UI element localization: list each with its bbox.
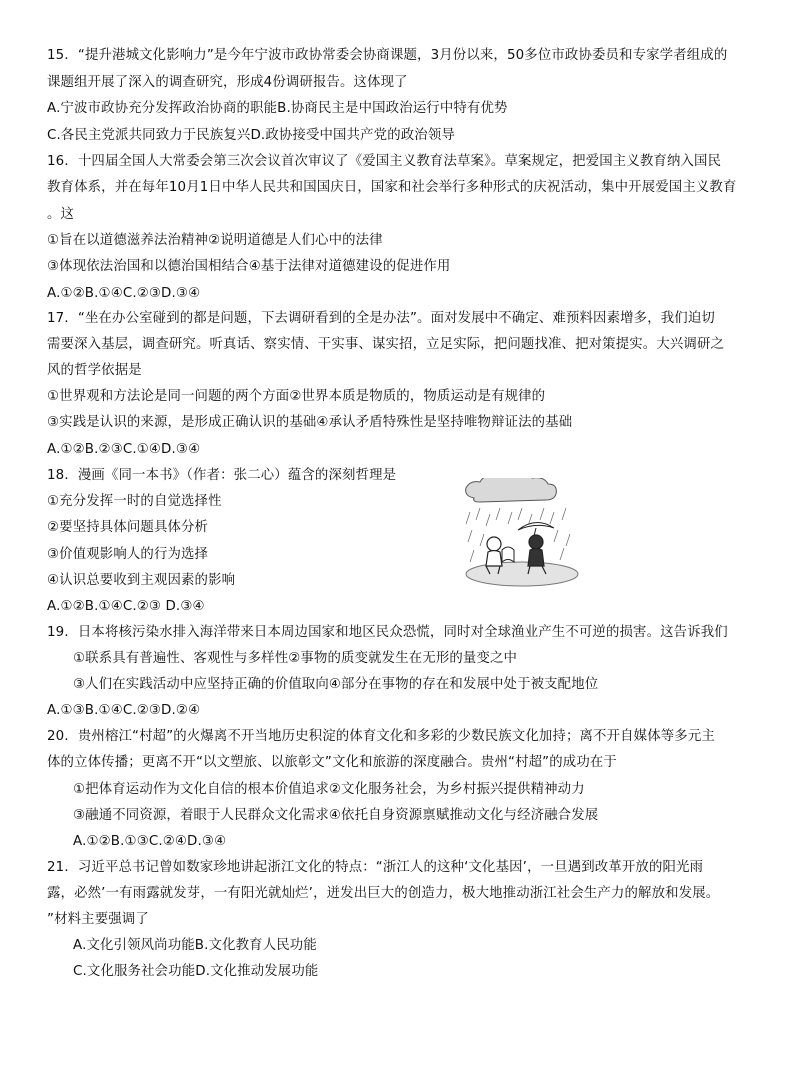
q21-stem-line1: 21．习近平总书记曾如数家珍地讲起浙江文化的特点：“浙江人的这种‘文化基因’，一旦遇到改革开放的阳光雨 <box>47 860 704 875</box>
q20-stem-line2: 体的立体传播；更离不开“以文塑旅、以旅彰文”文化和旅游的深度融合。贵州“村超”的成功在于 <box>47 755 617 770</box>
q16-options: A.①②B.①④C.②③D.③④ <box>47 286 201 301</box>
q21-option-cd: C.文化服务社会功能D.文化推动发展功能 <box>73 964 319 979</box>
q17-stem-line3: 风的哲学依据是 <box>47 363 142 378</box>
q21-option-ab: A.文化引领风尚功能B.文化教育人民功能 <box>73 938 317 953</box>
q21-stem-line2: 露，必然’一有雨露就发芽，一有阳光就灿烂’，迸发出巨大的创造力，极大地推动浙江社会生产力的解放和发展。 <box>47 886 720 901</box>
q19-item-12: ①联系具有普遍性、客观性与多样性②事物的质变就发生在无形的量变之中 <box>73 651 518 666</box>
q18-stem: 18．漫画《同一本书》（作者：张二心）蕴含的深刻哲理是 <box>47 468 397 483</box>
q15-stem-line1: 15．“提升港城文化影响力”是今年宁波市政协常委会协商课题，3月份以来，50多位市政协委员和专家学者组成的 <box>47 48 728 63</box>
q17-stem-line1: 17．“坐在办公室碰到的都是问题，下去调研看到的全是办法”。面对发展中不确定、难预料因素增多，我们迫切 <box>47 311 715 326</box>
q16-item-12: ①旨在以道德滋养法治精神②说明道德是人们心中的法律 <box>47 233 383 248</box>
q18-options: A.①②B.①④C.②③ D.③④ <box>47 599 205 614</box>
q20-item-12: ①把体育运动作为文化自信的根本价值追求②文化服务社会，为乡村振兴提供精神动力 <box>73 782 585 797</box>
q17-item-34: ③实践是认识的来源，是形成正确认识的基础④承认矛盾特殊性是坚持唯物辩证法的基础 <box>47 415 573 430</box>
q15-option-ab: A.宁波市政协充分发挥政治协商的职能B.协商民主是中国政治运行中特有优势 <box>47 101 508 116</box>
q18-item-3: ③价值观影响人的行为选择 <box>47 547 209 562</box>
q20-stem-line1: 20．贵州榕江“村超”的火爆离不开当地历史积淀的体育文化和多彩的少数民族文化加持；离不开自媒体等多元主 <box>47 729 715 744</box>
q16-stem-line1: 16．十四届全国人大常委会第三次会议首次审议了《爱国主义教育法草案》。草案规定，把爱国主义教育纳入国民 <box>47 154 722 169</box>
q20-item-34: ③融通不同资源，着眼于人民群众文化需求④依托自身资源禀赋推动文化与经济融合发展 <box>73 808 599 823</box>
q16-item-34: ③体现依法治国和以德治国相结合④基于法律对道德建设的促进作用 <box>47 259 451 274</box>
q18-item-4: ④认识总要收到主观因素的影响 <box>47 573 236 588</box>
q15-option-cd: C.各民主党派共同致力于民族复兴D.政协接受中国共产党的政治领导 <box>47 128 455 143</box>
q20-options: A.①②B.①③C.②④D.③④ <box>73 834 227 849</box>
q21-stem-line3: ”材料主要强调了 <box>47 912 149 927</box>
q17-item-12: ①世界观和方法论是同一问题的两个方面②世界本质是物质的，物质运动是有规律的 <box>47 389 546 404</box>
q19-item-34: ③人们在实践活动中应坚持正确的价值取向④部分在事物的存在和发展中处于被支配地位 <box>73 677 599 692</box>
q19-options: A.①③B.①④C.②③D.②④ <box>47 703 201 718</box>
q19-stem: 19．日本将核污染水排入海洋带来日本周边国家和地区民众恐慌，同时对全球渔业产生不可逆的损害。这告诉我们 <box>47 625 728 640</box>
q16-stem-line3: 。这 <box>47 207 75 222</box>
q18-item-1: ①充分发挥一时的自觉选择性 <box>47 494 222 509</box>
q18-item-2: ②要坚持具体问题具体分析 <box>47 520 209 535</box>
q17-options: A.①②B.②③C.①④D.③④ <box>47 442 201 457</box>
q17-stem-line2: 需要深入基层，调查研究。听真话、察实情、干实事、谋实招，立足实际，把问题找准、把对策提实。大兴调研之 <box>47 337 725 352</box>
q15-stem-line2: 课题组开展了深入的调查研究，形成4份调研报告。这体现了 <box>47 75 408 90</box>
q16-stem-line2: 教育体系，并在每年10月1日中华人民共和国国庆日，国家和社会举行多种形式的庆祝活动，集中开展爱国主义教育 <box>47 180 737 195</box>
cartoon-same-book-image <box>460 478 584 588</box>
